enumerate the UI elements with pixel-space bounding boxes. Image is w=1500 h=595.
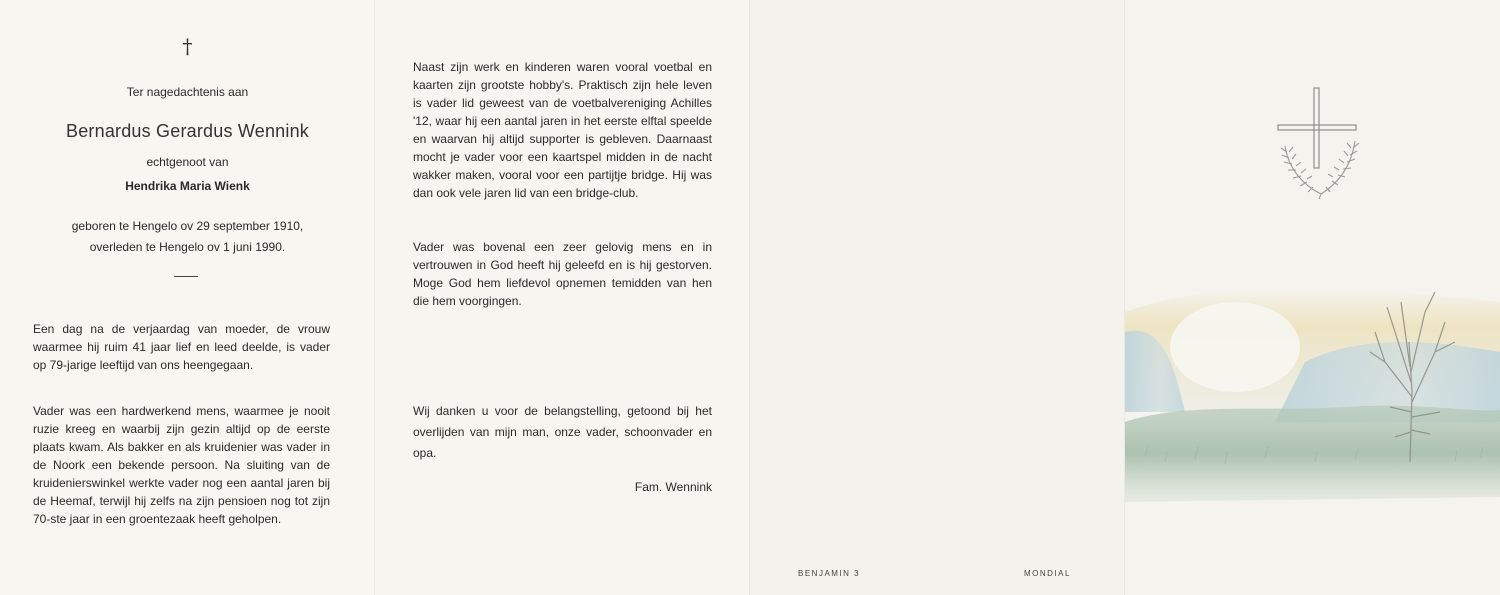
paragraph-work: Vader was een hardwerkend mens, waarmee je nooit ruzie kreeg en waarbij zijn gezin altijd op de eerste plaats kwam. Als bakker en als kruidenier was vader in de Noork een bekende persoon. Na sluiting van de kruidenierswinkel werkte vader nog een aantal jaren bij de Heemaf, terwijl hij zelfs na zijn pensioen nog tot zijn 70-ste jaar in een groentezaak heeft geholpen.: [33, 404, 330, 526]
death-line: overleden te Hengelo ov 1 juni 1990.: [89, 240, 286, 254]
cross-icon: †: [182, 34, 193, 58]
divider: [174, 276, 198, 277]
memorial-page-blank: [750, 0, 1125, 595]
memorial-page-cover: [1125, 0, 1500, 595]
paragraph-faith: Vader was bovenal een zeer gelovig mens en in vertrouwen in God heeft hij geleefd en is hij gestorven. Moge God hem liefdevol opnemen temidden van hen die hem voorgingen.: [413, 240, 712, 308]
spouse-intro: echtgenoot van: [146, 155, 229, 169]
family-signature: Fam. Wennink: [634, 480, 712, 494]
imprint-code: BENJAMIN 3: [798, 569, 861, 578]
paragraph-hobbies: Naast zijn werk en kinderen waren vooral voetbal en kaarten zijn grootste hobby's. Praktisch zijn hele leven is vader lid geweest van de voetbalvereniging Achilles '12, waar hij een aantal jaren in het eerste elftal speelde en waarvan hij altijd supporter is gebleven. Daarnaast mocht je vader voor een kaartspel midden in de nacht wakker maken, vooral voor een partijtje bridge. Hij was dan ook vele jaren lid van een bridge-club.: [413, 60, 712, 200]
memorial-page-front: [0, 0, 375, 595]
memorial-intro: Ter nagedachtenis aan: [126, 85, 249, 99]
sun-glow: [1170, 302, 1300, 392]
deceased-name: Bernardus Gerardus Wennink: [66, 121, 309, 141]
cross-palm-icon: [1275, 86, 1365, 202]
paragraph-passing: Een dag na de verjaardag van moeder, de vrouw waarmee hij ruim 41 jaar lief en leed deelde, is vader op 79-jarige leeftijd van ons heengegaan.: [33, 322, 330, 372]
spouse-name: Hendrika Maria Wienk: [125, 179, 250, 193]
birth-line: geboren te Hengelo ov 29 september 1910,: [71, 219, 304, 233]
thanks-text: Wij danken u voor de belangstelling, getoond bij het overlijden van mijn man, onze vader, schoonvader en opa.: [413, 404, 712, 460]
imprint-brand: MONDIAL: [1024, 569, 1071, 578]
landscape-illustration: [1125, 272, 1500, 512]
palm-branch-icon: [1281, 141, 1359, 199]
memorial-page-inner: [375, 0, 750, 595]
